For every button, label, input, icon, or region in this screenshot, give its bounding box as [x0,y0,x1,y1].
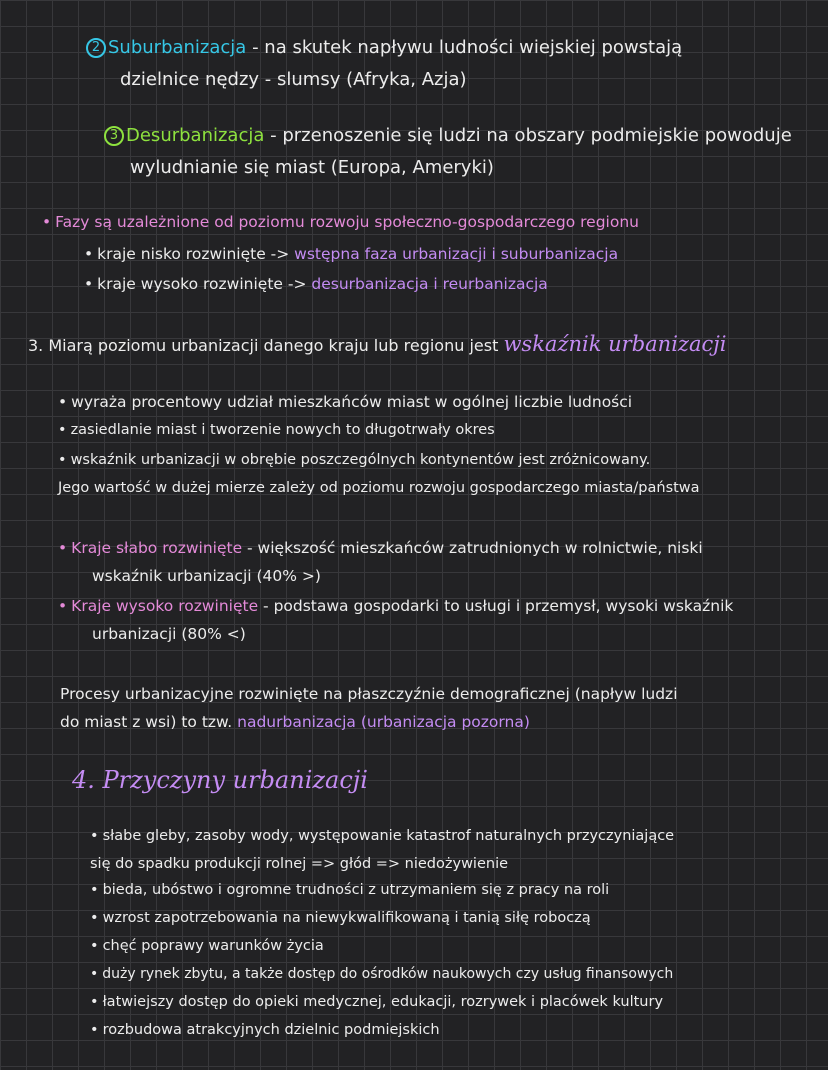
przyczyny-p6-text: łatwiejszy dostęp do opieki medycznej, edukacji, rozrywek i placówek kultury [102,994,664,1010]
miara-l3 [58,450,650,470]
bullet: • [90,1022,99,1038]
desurbanizacja-desc-2: wyludnianie się miast (Europa, Ameryki) [130,157,494,178]
fazy-bullet-1 [84,244,618,264]
fazy-b1-label: kraje nisko rozwinięte -> [97,245,295,263]
procesy-l2-text: do miast z wsi) to tzw. [60,713,238,731]
fazy-b1-value: wstępna faza urbanizacji i suburbanizacja [294,245,619,263]
miara-l4: Jego wartość w dużej mierze zależy od poziomu rozwoju gospodarczego miasta/państwa [58,480,700,496]
kraje-k1-term: Kraje słabo rozwinięte [71,539,243,557]
desurbanizacja-term: Desurbanizacja [126,125,265,146]
miara-l1-text: wyraża procentowy udział mieszkańców miast w ogólnej liczbie ludności [71,393,633,411]
miara-l1 [58,392,632,412]
bullet: • [90,882,99,898]
bullet: • [90,994,99,1010]
number-2-circle: 2 [86,38,106,58]
bullet: • [90,966,99,982]
przyczyny-p7-text: rozbudowa atrakcyjnych dzielnic podmiejskich [102,1022,440,1038]
fazy-b2-label: kraje wysoko rozwinięte -> [97,275,312,293]
przyczyny-p3 [90,908,591,928]
desurbanizacja-line-1 [104,126,792,146]
desurbanizacja-desc-1: - przenoszenie się ludzi na obszary podmiejskie powoduje [264,125,792,146]
bullet: • [90,910,99,926]
miara-term: wskaźnik urbanizacji [503,332,727,356]
procesy-l1: Procesy urbanizacyjne rozwinięte na płaszczyźnie demograficznej (napływ ludzi [60,685,678,703]
bullet: • [58,597,68,615]
przyczyny-p4 [90,936,324,956]
przyczyny-p5-text: duży rynek zbytu, a także dostęp do ośrodków naukowych czy usług finansowych [102,966,674,982]
suburbanizacja-term: Suburbanizacja [108,37,247,58]
number-3-circle: 3 [104,126,124,146]
przyczyny-p1 [90,826,674,846]
procesy-l2 [60,712,530,732]
bullet: • [58,393,68,411]
fazy-intro-text: Fazy są uzależnione od poziomu rozwoju społeczno-gospodarczego regionu [55,213,639,231]
przyczyny-p2-text: bieda, ubóstwo i ogromne trudności z utrzymaniem się z pracy na roli [102,882,610,898]
miara-l3-text: wskaźnik urbanizacji w obrębie poszczególnych kontynentów jest zróżnicowany. [70,452,651,468]
miara-l2-text: zasiedlanie miast i tworzenie nowych to długotrwały okres [70,422,495,438]
kraje-k1-desc: - większość mieszkańców zatrudnionych w rolnictwie, niski [242,539,703,557]
fazy-bullet-2 [84,274,548,294]
kraje-k1 [58,538,703,558]
bullet: • [90,938,99,954]
bullet: • [58,422,67,438]
procesy-l2-term: nadurbanizacja (urbanizacja pozorna) [237,713,530,731]
kraje-k2 [58,596,733,616]
przyczyny-p1-text: słabe gleby, zasoby wody, występowanie katastrof naturalnych przyczyniające [102,828,675,844]
przyczyny-p6 [90,992,663,1012]
bullet: • [58,539,68,557]
suburbanizacja-desc-2: dzielnice nędzy - slumsy (Afryka, Azja) [120,69,467,90]
przyczyny-heading: 4. Przyczyny urbanizacji [72,766,368,794]
miara-lead: 3. Miarą poziomu urbanizacji danego kraju lub regionu jest [28,336,504,355]
fazy-b2-value: desurbanizacja i reurbanizacja [311,275,548,293]
suburbanizacja-desc-1: - na skutek napływu ludności wiejskiej powstają [246,37,683,58]
przyczyny-p2 [90,880,609,900]
kraje-k2-desc: - podstawa gospodarki to usługi i przemysł, wysoki wskaźnik [258,597,734,615]
przyczyny-p1b: się do spadku produkcji rolnej => głód => niedożywienie [90,856,509,872]
kraje-k1-cont: wskaźnik urbanizacji (40% >) [92,567,321,585]
bullet: • [42,213,52,231]
przyczyny-p4-text: chęć poprawy warunków życia [102,938,324,954]
bullet: • [90,828,99,844]
fazy-intro [42,212,639,232]
miara-heading [28,334,727,356]
suburbanizacja-line-1 [86,38,682,58]
bullet: • [84,245,94,263]
przyczyny-p5 [90,964,673,984]
bullet: • [84,275,94,293]
kraje-k2-cont: urbanizacji (80% <) [92,625,246,643]
przyczyny-p7 [90,1020,440,1040]
przyczyny-p3-text: wzrost zapotrzebowania na niewykwalifikowaną i tanią siłę roboczą [102,910,591,926]
kraje-k2-term: Kraje wysoko rozwinięte [71,597,259,615]
bullet: • [58,452,67,468]
miara-l2 [58,420,495,440]
